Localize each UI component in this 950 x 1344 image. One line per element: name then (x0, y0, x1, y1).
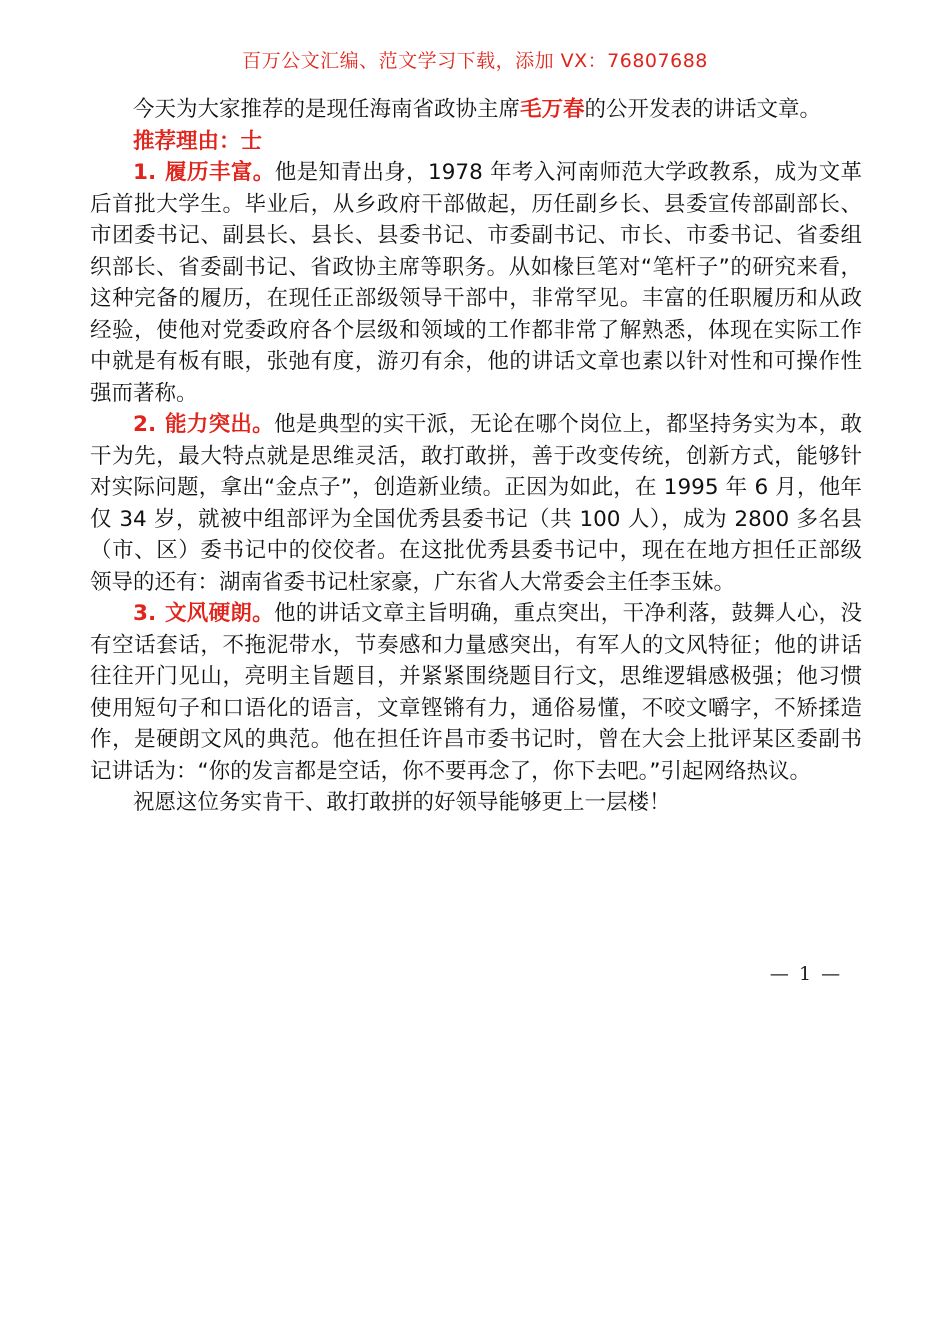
point-paragraph-2 (90, 409, 862, 598)
promo-header: 百万公文汇编、范文学习下载，添加 VX：76807688 (242, 50, 708, 72)
point-text-2: 他是典型的实干派，无论在哪个岗位上，都坚持务实为本，敢干为先，最大特点就是思维灵活，敢打敢拼，善于改变传统，创新方式，能够针对实际问题，拿出“金点子”，创造新业绩。正因为如此，在 1995 年 6 月，他年仅 34 岁，就被中组部评为全国优秀县委书记（共 100 人），成为 2800 多名县（市、区）委书记中的佼佼者。在这批优秀县委书记中，现在在地方担任正部级领导的还有：湖南省委书记杜家豪，广东省人大常委会主任李玉妹。 (90, 412, 862, 595)
point-title-2: 能力突出。 (164, 412, 274, 437)
point-text-1: 他是知青出身，1978 年考入河南师范大学政教系，成为文革后首批大学生。毕业后，从乡政府干部做起，历任副乡长、县委宣传部副部长、市团委书记、副县长、县长、县委书记、市委副书记、市长、市委书记、省委组织部长、省委副书记、省政协主席等职务。从如椽巨笔对“笔杆子”的研究来看，这种完备的履历，在现任正部级领导干部中，非常罕见。丰富的任职履历和从政经验，使他对党委政府各个层级和领域的工作都非常了解熟悉，体现在实际工作中就是有板有眼，张弛有度，游刃有余，他的讲话文章也素以针对性和可操作性强而著称。 (90, 160, 862, 406)
point-title-1: 履历丰富。 (164, 160, 275, 185)
point-paragraph-1 (90, 157, 862, 409)
point-number-1: 1. (133, 160, 157, 185)
intro-after: 的公开发表的讲话文章。 (584, 97, 822, 122)
point-title-3: 文风硬朗。 (164, 601, 274, 626)
closing-paragraph: 祝愿这位务实肯干、敢打敢拼的好领导能够更上一层楼！ (133, 790, 671, 815)
reason-heading (90, 126, 862, 158)
intro-before: 今天为大家推荐的是现任海南省政协主席 (133, 97, 521, 122)
article-body (90, 94, 862, 819)
point-number-2: 2. (133, 412, 157, 437)
intro-paragraph (90, 94, 862, 126)
point-number-3: 3. (133, 601, 157, 626)
highlighted-name: 毛万春 (520, 97, 585, 122)
page-number: — 1 — (769, 963, 843, 985)
point-text-3: 他的讲话文章主旨明确，重点突出，干净利落，鼓舞人心，没有空话套话，不拖泥带水，节奏感和力量感突出，有军人的文风特征；他的讲话往往开门见山，亮明主旨题目，并紧紧围绕题目行文，思维逻辑感极强；他习惯使用短句子和口语化的语言，文章铿锵有力，通俗易懂，不咬文嚼字，不矫揉造作，是硬朗文风的典范。他在担任许昌市委书记时，曾在大会上批评某区委副书记讲话为：“你的发言都是空话，你不要再念了，你下去吧。”引起网络热议。 (90, 601, 862, 784)
point-paragraph-3 (90, 598, 862, 787)
reason-title: 推荐理由：士 (133, 128, 263, 154)
